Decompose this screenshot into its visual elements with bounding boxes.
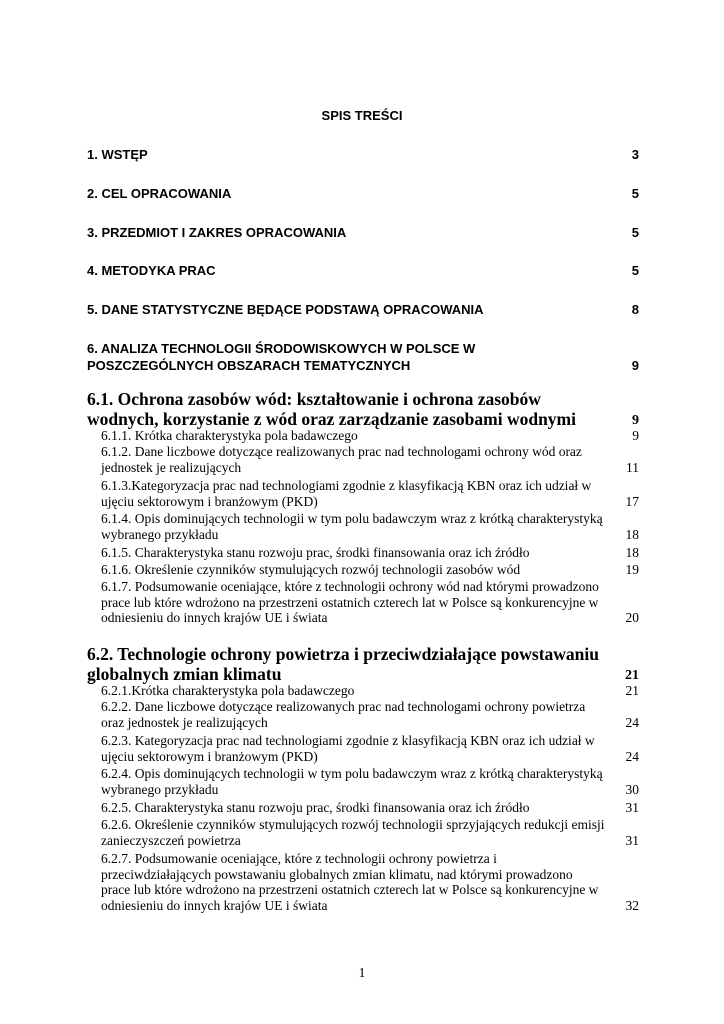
toc-section-page: 9 [632,413,639,428]
toc-item-text: 6.2.6. Określenie czynników stymulujących rozwój technologii sprzyjających redukcji emisji zanieczyszczeń powietrza [101,817,605,848]
toc-entry-page: 5 [631,225,639,240]
toc-item-text: 6.2.2. Dane liczbowe dotyczące realizowanych prac nad technologami ochrony powietrza oraz jednostek je realizujących [101,699,586,730]
toc-entry-page: 8 [631,302,639,317]
toc-item-page: 31 [625,832,639,848]
toc-item-text: 6.1.4. Opis dominujących technologii w tym polu badawczym wraz z krótką charakterystyką wybranego przykładu [101,511,603,542]
toc-item-6-1-1[interactable] [101,428,639,444]
toc-item-6-2-4[interactable] [101,766,639,797]
page-title: SPIS TREŚCI [321,108,403,123]
toc-item-6-1-6[interactable] [101,562,639,578]
toc-item-text: 6.1.1. Krótka charakterystyka pola badawczego [101,428,358,443]
toc-entry-5[interactable] [87,301,639,318]
toc-item-text: 6.2.3. Kategoryzacja prac nad technologiami zgodnie z klasyfikacją KBN oraz ich udział w ujęciu sektorowym i branżowym (PKD) [101,733,595,764]
toc-item-text: 6.1.2. Dane liczbowe dotyczące realizowanych prac nad technologami ochrony wód oraz jednostek je realizujących [101,444,582,475]
toc-entry-text: 1. WSTĘP [87,147,148,162]
toc-item-page: 18 [625,545,639,560]
toc-entry-4[interactable] [87,262,639,279]
toc-item-page: 11 [626,459,639,475]
toc-item-page: 24 [625,748,639,764]
toc-item-page: 31 [625,800,639,815]
toc-item-6-2-7[interactable] [101,851,639,913]
toc-entry-2[interactable] [87,185,639,202]
toc-item-page: 18 [625,526,639,542]
toc-entry-text: 3. PRZEDMIOT I ZAKRES OPRACOWANIA [87,225,347,240]
toc-section-page: 21 [625,668,639,683]
toc-entry-page: 3 [631,147,639,162]
toc-item-text: 6.1.5. Charakterystyka stanu rozwoju prac, środki finansowania oraz ich źródło [101,545,530,560]
toc-item-text: 6.1.7. Podsumowanie oceniające, które z technologii ochrony wód nad którymi prowadzono prace lub które wdrożono na przestrzeni ostatnich czterech lat w Polsce są konkurencyjne w odniesieniu do innych krajów UE i świata [101,579,599,626]
toc-item-text: 6.1.6. Określenie czynników stymulujących rozwój technologii zasobów wód [101,562,521,577]
toc-item-6-2-1[interactable] [101,683,639,699]
toc-entry-page: 5 [631,263,639,278]
toc-item-page: 30 [625,781,639,797]
toc-item-text: 6.2.7. Podsumowanie oceniające, które z technologii ochrony powietrza i przeciwdziałających powstawaniu globalnych zmian klimatu, nad którymi prowadzono prace lub które wdrożono na przestrzeni ostatnich czterech lat w Polsce są konkurencyjne w odniesieniu do innych krajów UE i świata [101,851,599,913]
toc-entry-page: 5 [631,186,639,201]
toc-item-6-1-7[interactable] [101,579,639,626]
toc-item-text: 6.2.4. Opis dominujących technologii w tym polu badawczym wraz z krótką charakterystyką wybranego przykładu [101,766,603,797]
toc-entry-text: 5. DANE STATYSTYCZNE BĘDĄCE PODSTAWĄ OPRACOWANIA [87,302,484,317]
toc-item-page: 17 [625,493,639,509]
page-number: 1 [358,966,366,981]
toc-section-6-1[interactable] [87,389,639,429]
toc-item-6-2-2[interactable] [101,699,639,730]
toc-entry-text: 2. CEL OPRACOWANIA [87,186,232,201]
toc-item-6-2-3[interactable] [101,733,639,764]
toc-item-page: 21 [625,683,639,698]
toc-entry-3[interactable] [87,224,639,241]
toc-entry-1[interactable] [87,146,639,163]
toc-item-6-1-3[interactable] [101,478,639,509]
toc-item-page: 20 [625,610,639,626]
toc-item-6-2-6[interactable] [101,817,639,848]
toc-entry-page: 9 [631,358,639,373]
toc-item-page: 19 [625,562,639,577]
toc-item-text: 6.2.5. Charakterystyka stanu rozwoju prac, środki finansowania oraz ich źródło [101,800,530,815]
toc-item-text: 6.1.3.Kategoryzacja prac nad technologiami zgodnie z klasyfikacją KBN oraz ich udział w ujęciu sektorowym i branżowym (PKD) [101,478,592,509]
toc-entry-text: 6. ANALIZA TECHNOLOGII ŚRODOWISKOWYCH W POLSCE W POSZCZEGÓLNYCH OBSZARACH TEMATYCZNYCH [87,341,476,373]
toc-section-text: 6.2. Technologie ochrony powietrza i przeciwdziałające powstawaniu globalnych zmian klimatu [87,644,600,684]
toc-entry-6[interactable] [87,340,639,374]
toc-item-6-1-4[interactable] [101,511,639,542]
toc-item-text: 6.2.1.Krótka charakterystyka pola badawczego [101,683,355,698]
toc-item-page: 24 [625,714,639,730]
toc-item-page: 9 [632,428,639,443]
toc-item-6-2-5[interactable] [101,800,639,816]
toc-section-text: 6.1. Ochrona zasobów wód: kształtowanie i ochrona zasobów wodnych, korzystanie z wód oraz zarządzanie zasobami wodnymi [87,389,577,429]
toc-item-6-1-2[interactable] [101,444,639,475]
toc-section-6-2[interactable] [87,644,639,684]
toc-item-6-1-5[interactable] [101,545,639,561]
toc-item-page: 32 [625,897,639,913]
toc-entry-text: 4. METODYKA PRAC [87,263,216,278]
